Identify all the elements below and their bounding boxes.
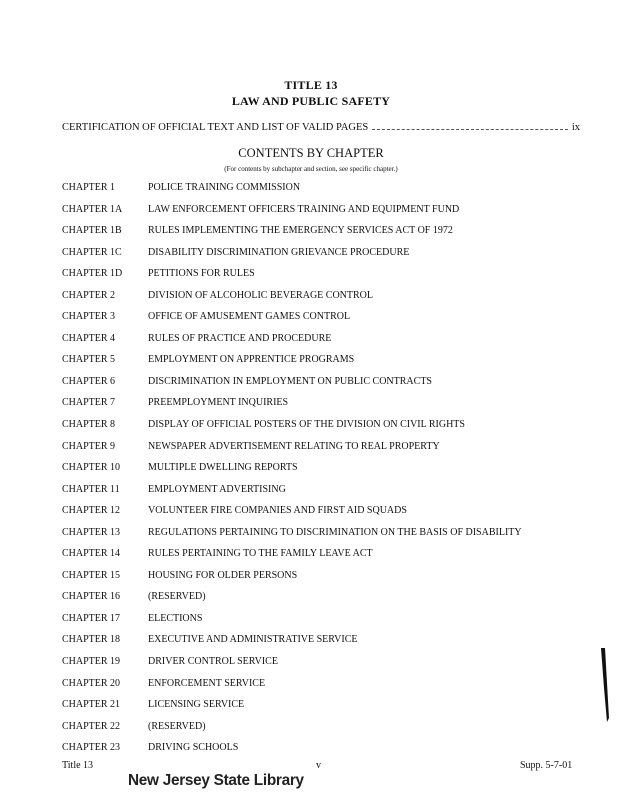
chapter-row <box>62 570 582 592</box>
chapter-number: CHAPTER 16 <box>62 591 121 603</box>
chapter-number: CHAPTER 18 <box>62 634 121 646</box>
chapter-row <box>62 462 582 484</box>
chapter-title: MULTIPLE DWELLING REPORTS <box>148 462 298 474</box>
chapter-number: CHAPTER 5 <box>62 354 116 366</box>
chapter-title: EMPLOYMENT ADVERTISING <box>148 483 286 495</box>
chapter-title: POLICE TRAINING COMMISSION <box>148 182 301 193</box>
chapter-row <box>62 290 582 312</box>
footer-title: Title 13 <box>62 760 94 771</box>
chapter-number: CHAPTER 17 <box>62 612 121 624</box>
chapter-row <box>62 548 582 570</box>
chapter-row <box>62 613 582 635</box>
dot-leader <box>372 121 568 130</box>
chapter-title: LAW ENFORCEMENT OFFICERS TRAINING AND EQUIPMENT FUND <box>148 203 460 215</box>
chapter-row <box>62 333 582 355</box>
chapter-title: EXECUTIVE AND ADMINISTRATIVE SERVICE <box>148 634 358 646</box>
chapter-list <box>62 182 582 764</box>
contents-heading: CONTENTS BY CHAPTER <box>238 146 384 160</box>
chapter-row <box>62 505 582 527</box>
chapter-number: CHAPTER 11 <box>62 483 120 495</box>
chapter-row <box>62 311 582 333</box>
chapter-number: CHAPTER 1 <box>62 182 116 193</box>
scan-edge-mark <box>598 648 612 722</box>
chapter-number: CHAPTER 23 <box>62 742 121 754</box>
chapter-row <box>62 419 582 441</box>
chapter-number: CHAPTER 6 <box>62 375 116 387</box>
chapter-title: DISCRIMINATION IN EMPLOYMENT ON PUBLIC CONTRACTS <box>148 375 432 387</box>
chapter-row <box>62 225 582 247</box>
chapter-number: CHAPTER 21 <box>62 699 121 711</box>
chapter-row <box>62 204 582 226</box>
chapter-title: ENFORCEMENT SERVICE <box>148 677 266 689</box>
chapter-row <box>62 182 582 204</box>
chapter-title: EMPLOYMENT ON APPRENTICE PROGRAMS <box>148 354 355 366</box>
chapter-title: VOLUNTEER FIRE COMPANIES AND FIRST AID SQUADS <box>148 505 407 517</box>
chapter-title: OFFICE OF AMUSEMENT GAMES CONTROL <box>148 311 351 323</box>
chapter-row <box>62 656 582 678</box>
chapter-number: CHAPTER 20 <box>62 677 121 689</box>
chapter-number: CHAPTER 15 <box>62 569 121 581</box>
title-line-1: TITLE 13 <box>284 78 338 92</box>
chapter-title: DRIVER CONTROL SERVICE <box>148 656 278 668</box>
chapter-title: ELECTIONS <box>148 612 203 624</box>
library-stamp: New Jersey State Library <box>128 772 304 789</box>
chapter-row <box>62 484 582 506</box>
chapter-title: REGULATIONS PERTAINING TO DISCRIMINATION ON THE BASIS OF DISABILITY <box>148 526 522 538</box>
chapter-number: CHAPTER 1A <box>62 203 123 215</box>
chapter-number: CHAPTER 1C <box>62 246 122 258</box>
chapter-title: NEWSPAPER ADVERTISEMENT RELATING TO REAL PROPERTY <box>148 440 440 452</box>
chapter-title: DISABILITY DISCRIMINATION GRIEVANCE PROCEDURE <box>148 246 410 258</box>
chapter-number: CHAPTER 3 <box>62 311 116 323</box>
chapter-number: CHAPTER 12 <box>62 505 121 517</box>
certification-page: ix <box>571 122 580 133</box>
title-line-2: LAW AND PUBLIC SAFETY <box>231 94 391 108</box>
chapter-row <box>62 247 582 269</box>
footer-page-number: v <box>316 760 321 771</box>
chapter-row <box>62 742 582 764</box>
chapter-title: RULES OF PRACTICE AND PROCEDURE <box>148 332 332 344</box>
chapter-number: CHAPTER 9 <box>62 440 116 452</box>
chapter-number: CHAPTER 8 <box>62 419 116 431</box>
chapter-title: DIVISION OF ALCOHOLIC BEVERAGE CONTROL <box>148 289 373 301</box>
chapter-title: RULES PERTAINING TO THE FAMILY LEAVE ACT <box>148 548 373 560</box>
chapter-row <box>62 699 582 721</box>
chapter-title: PETITIONS FOR RULES <box>148 268 255 280</box>
chapter-title: RULES IMPLEMENTING THE EMERGENCY SERVICES ACT OF 1972 <box>148 225 453 237</box>
chapter-title: PREEMPLOYMENT INQUIRIES <box>148 397 289 409</box>
chapter-title: LICENSING SERVICE <box>148 699 245 711</box>
chapter-row <box>62 678 582 700</box>
chapter-row <box>62 634 582 656</box>
chapter-title: DISPLAY OF OFFICIAL POSTERS OF THE DIVISION ON CIVIL RIGHTS <box>148 419 465 431</box>
footer-supplement-date: Supp. 5-7-01 <box>520 760 573 771</box>
chapter-row <box>62 397 582 419</box>
chapter-row <box>62 441 582 463</box>
chapter-row <box>62 376 582 398</box>
chapter-number: CHAPTER 10 <box>62 462 121 474</box>
certification-label: CERTIFICATION OF OFFICIAL TEXT AND LIST OF VALID PAGES <box>62 122 369 133</box>
chapter-number: CHAPTER 13 <box>62 526 121 538</box>
chapter-title: HOUSING FOR OLDER PERSONS <box>148 569 298 581</box>
chapter-row <box>62 354 582 376</box>
chapter-number: CHAPTER 14 <box>62 548 121 560</box>
chapter-number: CHAPTER 19 <box>62 656 121 668</box>
chapter-number: CHAPTER 1D <box>62 268 123 280</box>
chapter-title: (RESERVED) <box>148 720 206 732</box>
chapter-number: CHAPTER 2 <box>62 289 116 301</box>
chapter-row <box>62 527 582 549</box>
chapter-number: CHAPTER 7 <box>62 397 116 409</box>
chapter-row <box>62 591 582 613</box>
chapter-title: DRIVING SCHOOLS <box>148 742 239 754</box>
chapter-row <box>62 721 582 743</box>
chapter-number: CHAPTER 22 <box>62 720 121 732</box>
chapter-number: CHAPTER 1B <box>62 225 122 237</box>
contents-note: (For contents by subchapter and section, see specific chapter.) <box>224 165 398 173</box>
chapter-row <box>62 268 582 290</box>
certification-line <box>62 121 580 135</box>
chapter-number: CHAPTER 4 <box>62 332 116 344</box>
chapter-title: (RESERVED) <box>148 591 206 603</box>
